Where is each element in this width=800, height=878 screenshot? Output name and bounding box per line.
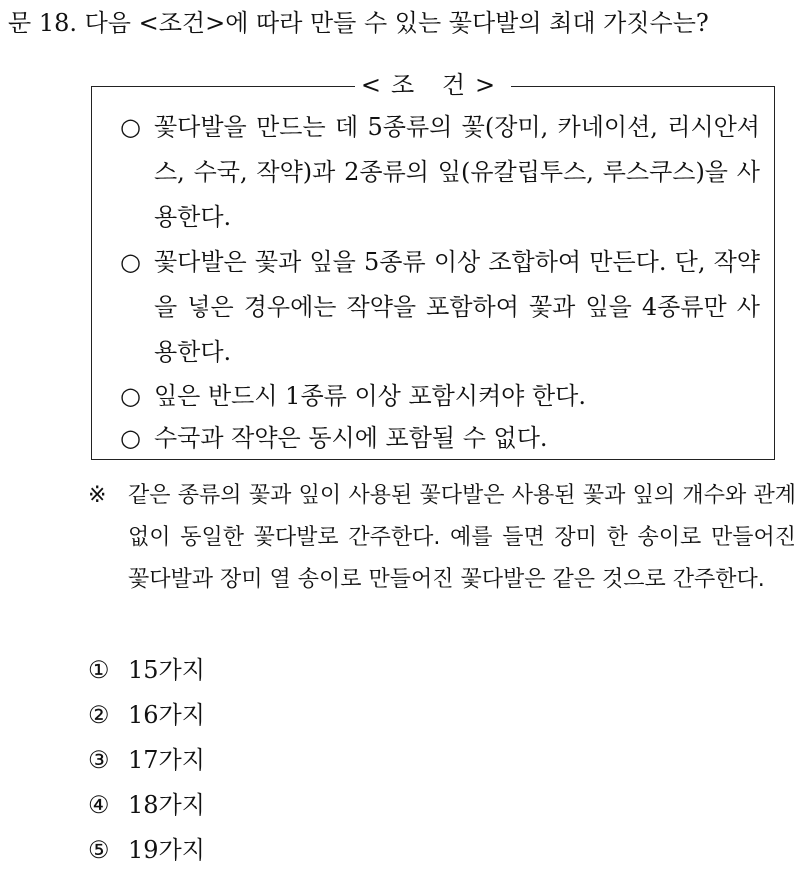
- option-number: ③: [88, 746, 110, 774]
- answer-options: [88, 648, 488, 873]
- option-number: ⑤: [88, 836, 110, 864]
- conditions-legend: [92, 68, 774, 102]
- circle-bullet-icon: ○: [120, 248, 141, 276]
- note: [88, 475, 796, 601]
- reference-mark-icon: ※: [88, 483, 107, 508]
- answer-option-4[interactable]: [88, 783, 488, 828]
- condition-item-1: [120, 105, 760, 240]
- option-number: ④: [88, 791, 110, 819]
- answer-option-5[interactable]: [88, 828, 488, 873]
- conditions-legend-label: <조 건>: [355, 71, 511, 99]
- condition-text-2: 꽃다발은 꽃과 잎을 5종류 이상 조합하여 만든다. 단, 작약을 넣은 경우에는 작약을 포함하여 꽃과 잎을 4종류만 사용한다.: [154, 248, 760, 366]
- option-label: 16가지: [128, 701, 205, 729]
- condition-text-3: 잎은 반드시 1종류 이상 포함시켜야 한다.: [154, 382, 586, 410]
- answer-option-1[interactable]: [88, 648, 488, 693]
- condition-text-4: 수국과 작약은 동시에 포함될 수 없다.: [154, 424, 548, 452]
- condition-item-3: [120, 374, 760, 419]
- circle-bullet-icon: ○: [120, 382, 141, 410]
- option-label: 18가지: [128, 791, 205, 819]
- option-label: 19가지: [128, 836, 205, 864]
- option-number: ①: [88, 656, 110, 684]
- condition-item-2: [120, 240, 760, 375]
- question-title: 문 18. 다음 <조건>에 따라 만들 수 있는 꽃다발의 최대 가짓수는?: [8, 9, 709, 37]
- answer-option-2[interactable]: [88, 693, 488, 738]
- circle-bullet-icon: ○: [120, 113, 141, 141]
- condition-item-4: [120, 416, 760, 461]
- circle-bullet-icon: ○: [120, 424, 141, 452]
- note-text: 같은 종류의 꽃과 잎이 사용된 꽃다발은 사용된 꽃과 잎의 개수와 관계없이 동일한 꽃다발로 간주한다. 예를 들면 장미 한 송이로 만들어진 꽃다발과 장미 열 송이로 만들어진 꽃다발은 같은 것으로 간주한다.: [128, 483, 796, 592]
- option-label: 15가지: [128, 656, 205, 684]
- option-label: 17가지: [128, 746, 205, 774]
- answer-option-3[interactable]: [88, 738, 488, 783]
- conditions-box: [91, 71, 775, 460]
- option-number: ②: [88, 701, 110, 729]
- condition-text-1: 꽃다발을 만드는 데 5종류의 꽃(장미, 카네이션, 리시안셔스, 수국, 작약)과 2종류의 잎(유칼립투스, 루스쿠스)을 사용한다.: [154, 113, 760, 231]
